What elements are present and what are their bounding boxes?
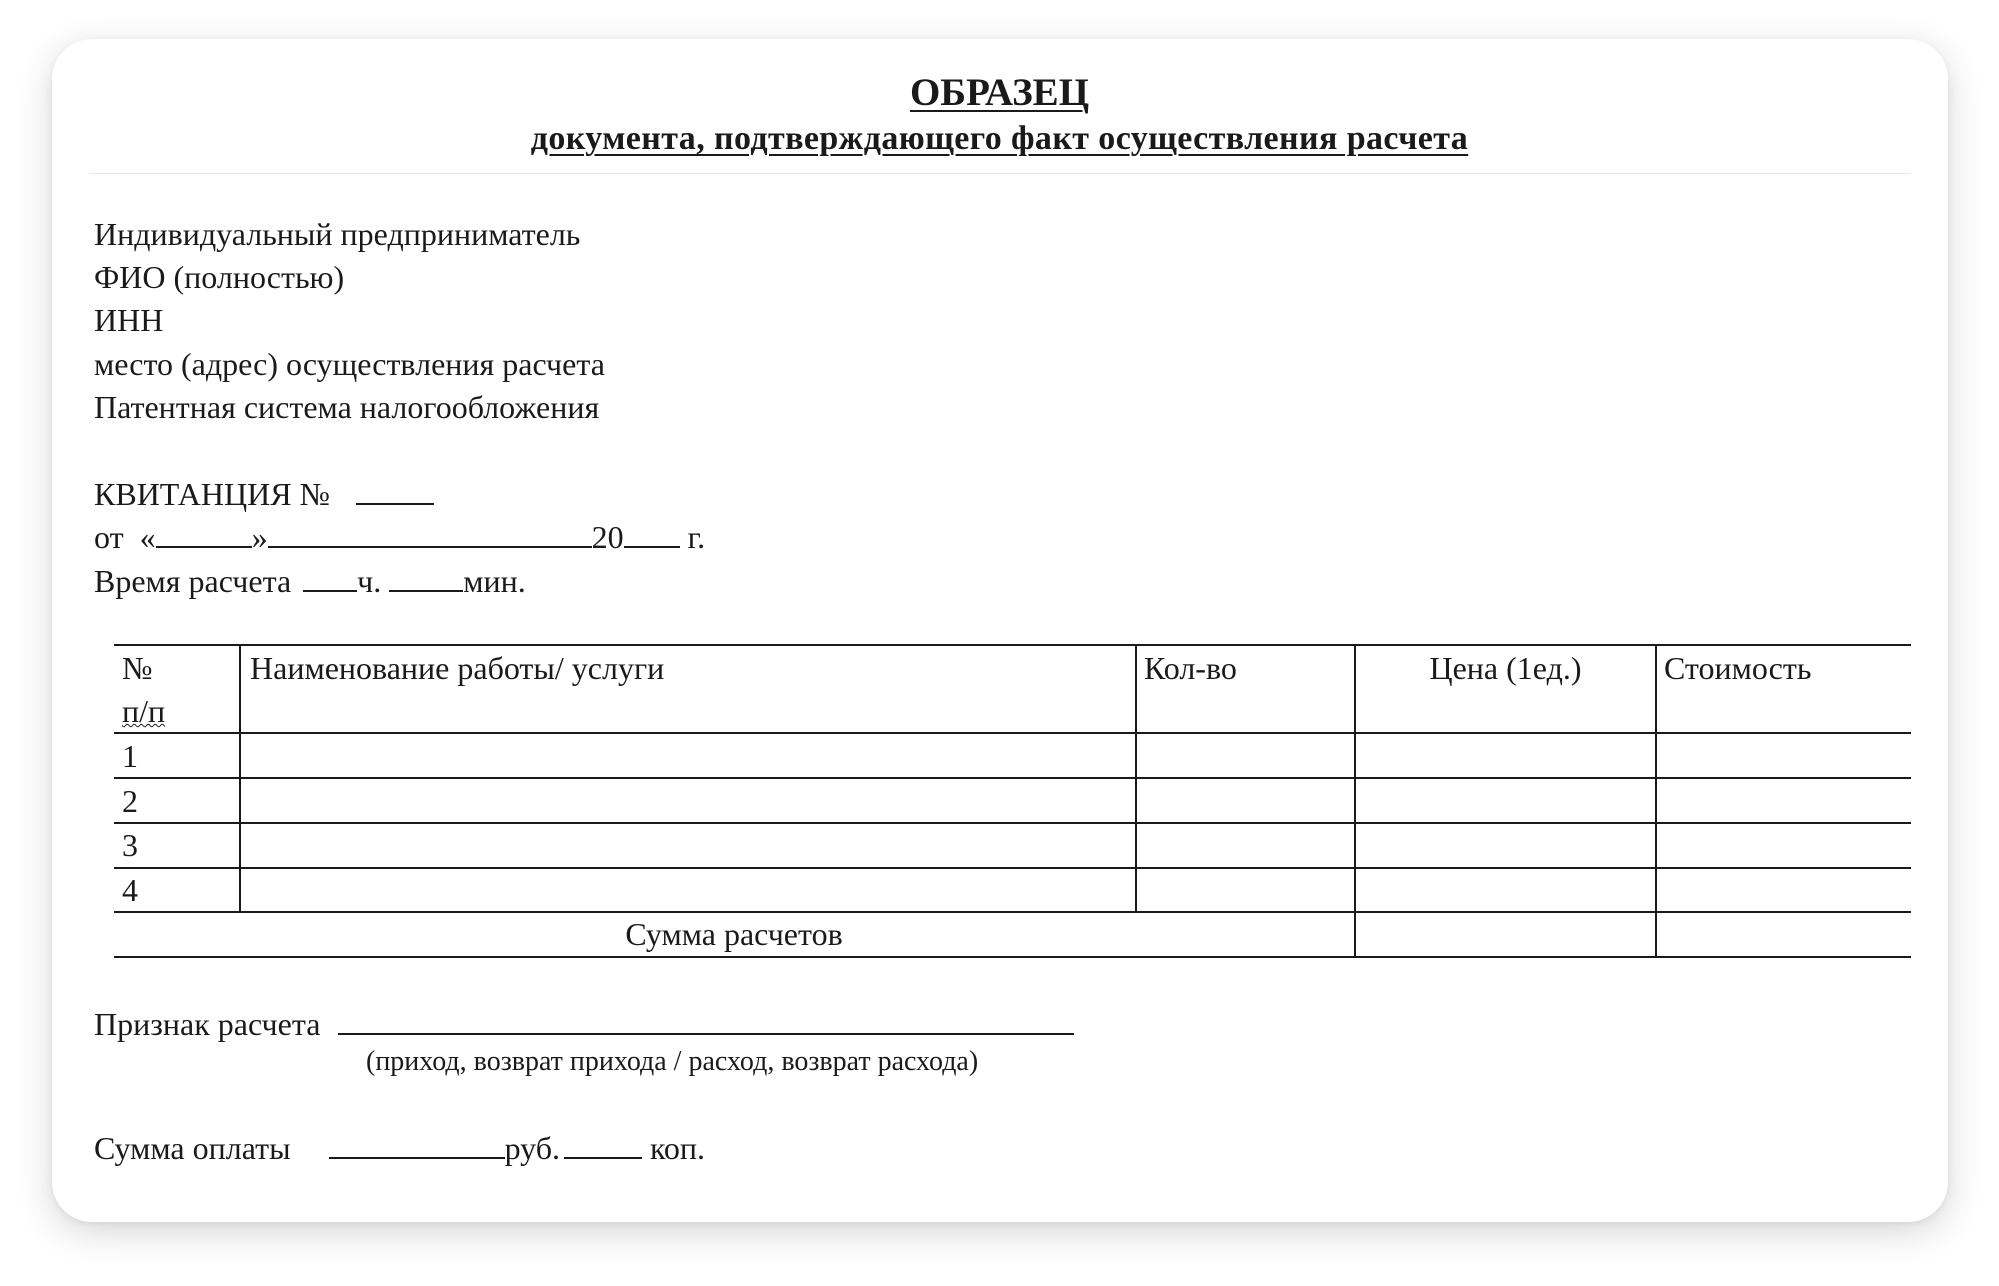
row-number: 1 (122, 738, 138, 774)
table-bottom-border (114, 956, 1911, 958)
header-price: Цена (1ед.) (1429, 650, 1582, 686)
header-quantity: Кол-во (1144, 650, 1237, 686)
table-row-border (114, 777, 1911, 779)
date-quote-close: » (251, 519, 268, 555)
minutes-blank (389, 562, 463, 592)
receipt-time-row (94, 561, 526, 601)
table-column-divider (1354, 644, 1356, 958)
header-number: № (122, 650, 153, 686)
payment-sum-label: Сумма оплаты (94, 1130, 291, 1166)
document-title: ОБРАЗЕЦ (909, 71, 1090, 114)
receipt-number-row (94, 474, 434, 514)
kop-blank (564, 1129, 642, 1159)
receipt-label: КВИТАНЦИЯ № (94, 476, 331, 512)
payment-sign-row (94, 1004, 1074, 1044)
table-column-divider (1135, 644, 1137, 913)
month-blank (268, 518, 592, 548)
inn-label: ИНН (94, 302, 164, 338)
header-cost: Стоимость (1664, 650, 1812, 686)
table-top-border (114, 644, 1911, 646)
tax-system-label: Патентная система налогообложения (94, 389, 600, 425)
payment-sign-hint: (приход, возврат прихода / расход, возврат расхода) (366, 1046, 979, 1077)
table-column-divider (1655, 644, 1657, 958)
minutes-label: мин. (463, 563, 526, 599)
header-name: Наименование работы/ услуги (250, 650, 665, 686)
rub-label: руб. (504, 1130, 560, 1166)
entrepreneur-label: Индивидуальный предприниматель (94, 216, 581, 252)
divider (90, 173, 1910, 174)
year-prefix: 20 (591, 519, 624, 555)
document-subtitle: документа, подтверждающего факт осуществления расчета (530, 120, 1469, 157)
receipt-number-blank (356, 475, 434, 505)
total-label: Сумма расчетов (625, 916, 843, 952)
table-column-divider (239, 644, 241, 913)
full-name-label: ФИО (полностью) (94, 259, 345, 295)
address-label: место (адрес) осуществления расчета (94, 346, 605, 382)
year-blank (624, 518, 680, 548)
payment-sum-row (94, 1128, 705, 1168)
time-label: Время расчета (94, 563, 292, 599)
date-from-label: от (94, 519, 124, 555)
row-number: 4 (122, 872, 138, 908)
rub-blank (329, 1129, 505, 1159)
hours-blank (303, 562, 357, 592)
table-row-border (114, 911, 1911, 913)
year-suffix: г. (687, 519, 706, 555)
receipt-date-row (94, 517, 705, 557)
hours-label: ч. (357, 563, 382, 599)
payment-sign-label: Признак расчета (94, 1006, 321, 1042)
header-number-sub: п/п (122, 693, 166, 729)
table-header-border (114, 732, 1911, 734)
row-number: 3 (122, 827, 138, 863)
payment-sign-blank (338, 1005, 1074, 1035)
kop-label: коп. (650, 1130, 706, 1166)
table-row-border (114, 822, 1911, 824)
date-quote-open: « (139, 519, 156, 555)
day-blank (156, 518, 252, 548)
table-row-border (114, 867, 1911, 869)
row-number: 2 (122, 783, 138, 819)
